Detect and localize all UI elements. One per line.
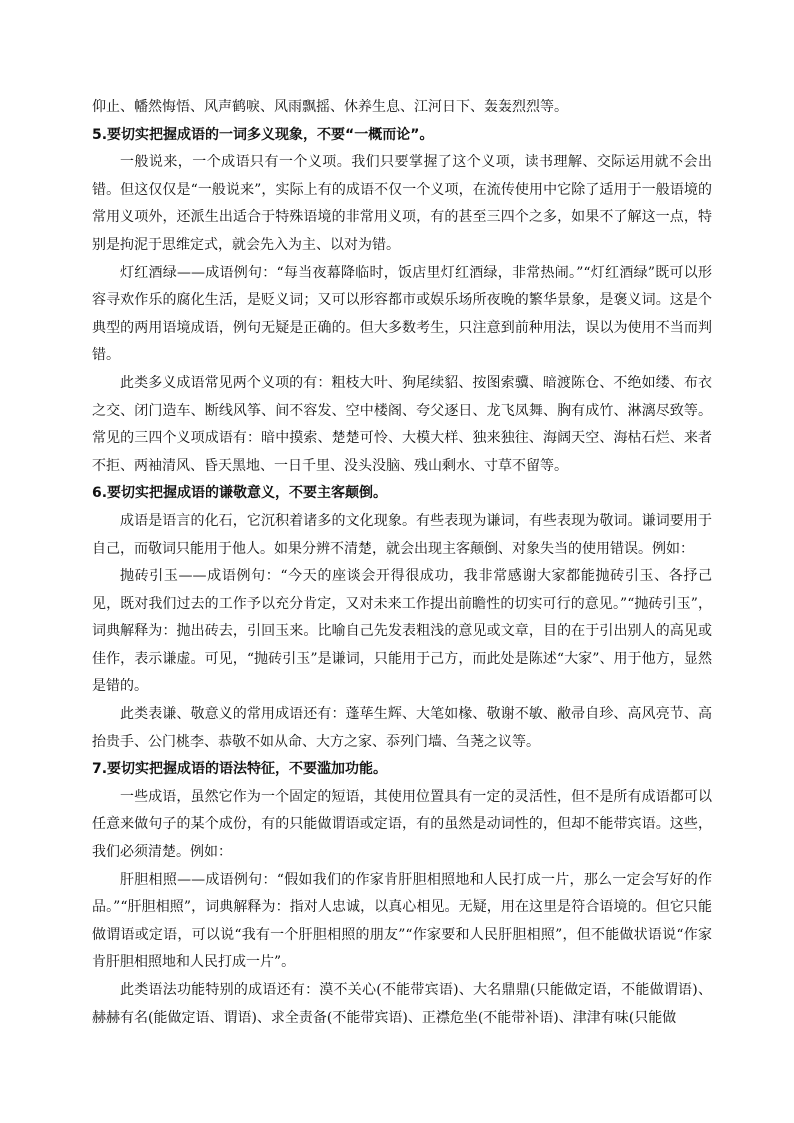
- body-paragraph: 仰止、幡然悔悟、风声鹤唳、风雨飘摇、休养生息、江河日下、轰轰烈烈等。: [92, 99, 568, 115]
- body-paragraph: 肝胆相照——成语例句：“假如我们的作家肯肝胆相照地和人民打成一片，那么一定会写好的作品。”“肝胆相照”，词典解释为：指对人忠诚，以真心相见。无疑，用在这里是符合语境的。但它只能做谓语或定语，可以说“我有一个肝胆相照的朋友”“作家要和人民肝胆相照”，但不能做状语说“作家肯肝胆相照地和人民打成一片”。: [92, 871, 712, 971]
- document-page: [92, 94, 712, 1032]
- body-paragraph: 一些成语，虽然它作为一个固定的短语，其使用位置具有一定的灵活性，但不是所有成语都可以任意来做句子的某个成份，有的只能做谓语或定语，有的虽然是动词性的，但却不能带宾语。这些，我们必须清楚。例如：: [92, 788, 712, 861]
- body-paragraph: 灯红酒绿——成语例句：“每当夜幕降临时，饭店里灯红酒绿，非常热闹。”“灯红酒绿”既可以形容寻欢作乐的腐化生活，是贬义词；又可以形容都市或娱乐场所夜晚的繁华景象，是褒义词。这是个典型的两用语境成语，例句无疑是正确的。但大多数考生，只注意到前种用法，误以为使用不当而判错。: [92, 264, 712, 364]
- body-paragraph: 抛砖引玉——成语例句：“今天的座谈会开得很成功，我非常感谢大家都能抛砖引玉、各抒己见，既对我们过去的工作予以充分肯定，又对未来工作提出前瞻性的切实可行的意见。”“抛砖引玉”，词典解释为：抛出砖去，引回玉来。比喻自己先发表粗浅的意见或文章，目的在于引出别人的高见或佳作，表示谦虚。可见，“抛砖引玉”是谦词，只能用于己方，而此处是陈述“大家”、用于他方，显然是错的。: [92, 568, 712, 695]
- body-paragraph: 此类表谦、敬意义的常用成语还有：蓬荜生辉、大笔如椽、敬谢不敏、敝帚自珍、高风亮节、高抬贵手、公门桃李、恭敬不如从命、大方之家、忝列门墙、刍荛之议等。: [92, 706, 712, 750]
- section-heading: 7.要切实把握成语的语法特征，不要滥加功能。: [92, 761, 388, 778]
- section-heading: 5.要切实把握成语的一词多义现象，不要“一概而论”。: [92, 126, 434, 143]
- body-paragraph: 一般说来，一个成语只有一个义项。我们只要掌握了这个义项，读书理解、交际运用就不会出错。但这仅仅是“一般说来”，实际上有的成语不仅一个义项，在流传使用中它除了适用于一般语境的常用义项外，还派生出适合于特殊语境的非常用义项，有的甚至三四个之多，如果不了解这一点，特别是拘泥于思维定式，就会先入为主、以对为错。: [92, 154, 712, 253]
- body-paragraph: 此类多义成语常见两个义项的有：粗枝大叶、狗尾续貂、按图索骥、暗渡陈仓、不绝如缕、布衣之交、闭门造车、断线风筝、间不容发、空中楼阁、夸父逐日、龙飞凤舞、胸有成竹、淋漓尽致等。常见的三四个义项成语有：暗中摸索、楚楚可怜、大模大样、独来独往、海阔天空、海枯石烂、来者不拒、两袖清风、昏天黑地、一日千里、没头没脑、残山剩水、寸草不留等。: [92, 374, 712, 474]
- section-heading: 6.要切实把握成语的谦敬意义，不要主客颠倒。: [92, 485, 388, 502]
- body-paragraph: 此类语法功能特别的成语还有：漠不关心(不能带宾语)、大名鼎鼎(只能做定语，不能做谓语)、赫赫有名(能做定语、谓语)、求全责备(不能带宾语)、正襟危坐(不能带补语)、津津有味(只能做: [92, 982, 712, 1026]
- body-paragraph: 成语是语言的化石，它沉积着诸多的文化现象。有些表现为谦词，有些表现为敬词。谦词要用于自己，而敬词只能用于他人。如果分辨不清楚，就会出现主客颠倒、对象失当的使用错误。例如：: [92, 512, 712, 557]
